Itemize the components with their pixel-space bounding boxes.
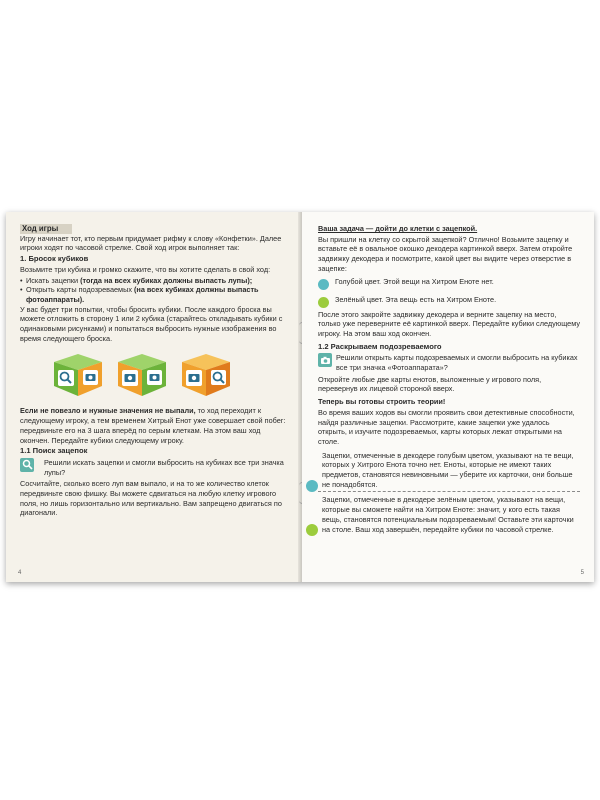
reveal-suspect-note bbox=[318, 353, 580, 372]
bullet-dot: • bbox=[20, 275, 23, 285]
section-search-clues-title: 1.1 Поиск зацепок bbox=[20, 446, 88, 456]
reveal-suspect-text: Откройте любые две карты енотов, выложенные у игрового поля, перевернув их лицевой стороной вверх. bbox=[318, 374, 542, 394]
blue-marker-icon bbox=[306, 480, 318, 492]
right-page bbox=[302, 212, 594, 582]
search-clues-text: Сосчитайте, сколько всего луп вам выпало, и на то же количество клеток передвиньте свою фишку. Вы можете сдвигаться на любую клетку игрового поля, но лишь горизонтально или вертикально. Вам запрещено двигаться по диагонали. bbox=[20, 479, 282, 518]
left-page-content bbox=[20, 224, 290, 519]
green-dot-icon bbox=[318, 297, 329, 308]
booklet-spread bbox=[6, 212, 594, 582]
bullet-search-bold: (тогда на всех кубиках должны выпасть лупы); bbox=[80, 275, 253, 285]
magnifier-icon bbox=[20, 458, 34, 472]
right-page-content bbox=[318, 224, 580, 534]
blue-clue-text: Зацепки, отмеченные в декодере голубым цветом, указывают на те вещи, которых у Хитрого Енота точно нет. Еноты, которые не имеют таких предметов, становятся невиновными — уберите их карточки, они больше не понадобятся. bbox=[322, 450, 574, 489]
dice-illustration bbox=[50, 352, 290, 398]
fail-bold: Если не повезло и нужные значения не выпали, bbox=[20, 406, 196, 416]
bullet-search-clues bbox=[20, 276, 290, 286]
green-clue-text: Зацепки, отмеченные в декодере зелёным цветом, указывают на вещи, которые вы сможете найти на Хитром Еноте: значит, у кого есть такая вещь, становятся потенциальным подозреваемым! Оставьте эти карточки на столе. Ваш ход завершён, передайте кубики по часовой стрелке. bbox=[322, 495, 574, 534]
theory-title: Теперь вы готовы строить теории! bbox=[318, 397, 446, 407]
bullet-dot: • bbox=[20, 285, 23, 295]
left-page bbox=[6, 212, 302, 582]
die-magnifier-icon bbox=[50, 352, 106, 398]
page-number-left: 4 bbox=[18, 570, 22, 576]
task-title: Ваша задача — дойти до клетки с зацепкой. bbox=[318, 224, 478, 233]
green-color-text: Зелёный цвет. Эта вещь есть на Хитром Еноте. bbox=[335, 294, 497, 304]
bullet-open-bold: (на всех кубиках должны выпасть фотоаппараты). bbox=[26, 285, 259, 304]
section-dice-roll-title: 1. Бросок кубиков bbox=[20, 254, 89, 264]
green-color-line bbox=[318, 295, 580, 308]
blue-clue-block bbox=[318, 451, 580, 493]
reveal-suspect-note-text: Решили открыть карты подозреваемых и смогли выбросить на кубиках все три значка «Фотоаппарата»? bbox=[336, 353, 578, 373]
heading-game-flow: Ход игры bbox=[20, 224, 72, 234]
search-clues-note-text: Решили искать зацепки и смогли выбросить на кубиках все три значка лупы? bbox=[44, 457, 284, 477]
fail-text: то ход переходит к следующему игроку, а тем временем Хитрый Енот уже совершает свой побег: передвиньте его на 3 шага вперёд по серым клеткам. На этом ваш ход окончен. Передайте кубики следующему игроку. bbox=[20, 406, 286, 445]
decoder-text: Вы пришли на клетку со скрытой зацепкой? Отлично! Возьмите зацепку и вставьте её в овальное окошко декодера картинкой вверх. Затем откройте задвижку декодера и посмотрите, какой цвет вы видите через отверстие в зацепке: bbox=[318, 234, 573, 273]
blue-color-text: Голубой цвет. Этой вещи на Хитром Еноте нет. bbox=[335, 276, 494, 286]
theory-text: Во время ваших ходов вы смогли проявить свои детективные способности, найдя различные зацепки. Рассмотрите, какие зацепки уже удалось открыть, и изучите подозреваемых, карты которых лежат открытыми на столе. bbox=[318, 407, 575, 446]
search-clues-note bbox=[20, 458, 290, 477]
green-marker-icon bbox=[306, 524, 318, 536]
camera-icon bbox=[318, 353, 332, 367]
return-clue-text: После этого закройте задвижку декодера и верните зацепку на место, только уже переверните её картинкой вверх. Передайте кубики следующему игроку. На этом ваш ход окончен. bbox=[318, 309, 580, 338]
die-mixed-icon bbox=[178, 352, 234, 398]
bullet-search-plain: Искать зацепки bbox=[26, 275, 81, 285]
green-clue-block bbox=[318, 495, 580, 534]
section-dice-roll-text: Возьмите три кубика и громко скажите, что вы хотите сделать в свой ход: bbox=[20, 264, 271, 274]
section-reveal-suspect-title: 1.2 Раскрываем подозреваемого bbox=[318, 341, 442, 351]
fail-paragraph bbox=[20, 406, 290, 445]
bullet-open-suspects bbox=[20, 285, 290, 304]
die-camera-icon bbox=[114, 352, 170, 398]
blue-dot-icon bbox=[318, 279, 329, 290]
page-number-right: 5 bbox=[580, 570, 584, 576]
bullet-open-plain: Открыть карты подозреваемых bbox=[26, 285, 134, 295]
blue-color-line bbox=[318, 277, 580, 290]
intro-text: Игру начинает тот, кто первым придумает рифму к слову «Конфетки». Далее игроки ходят по часовой стрелке. Свой ход игрок выполняет так: bbox=[20, 233, 282, 253]
tries-text: У вас будет три попытки, чтобы бросить кубики. После каждого броска вы можете отложить в сторону 1 или 2 кубика (старайтесь откладывать кубики с одинаковыми рисунками) и попытаться выбросить нужные изображения во время следующего броска. bbox=[20, 304, 283, 343]
